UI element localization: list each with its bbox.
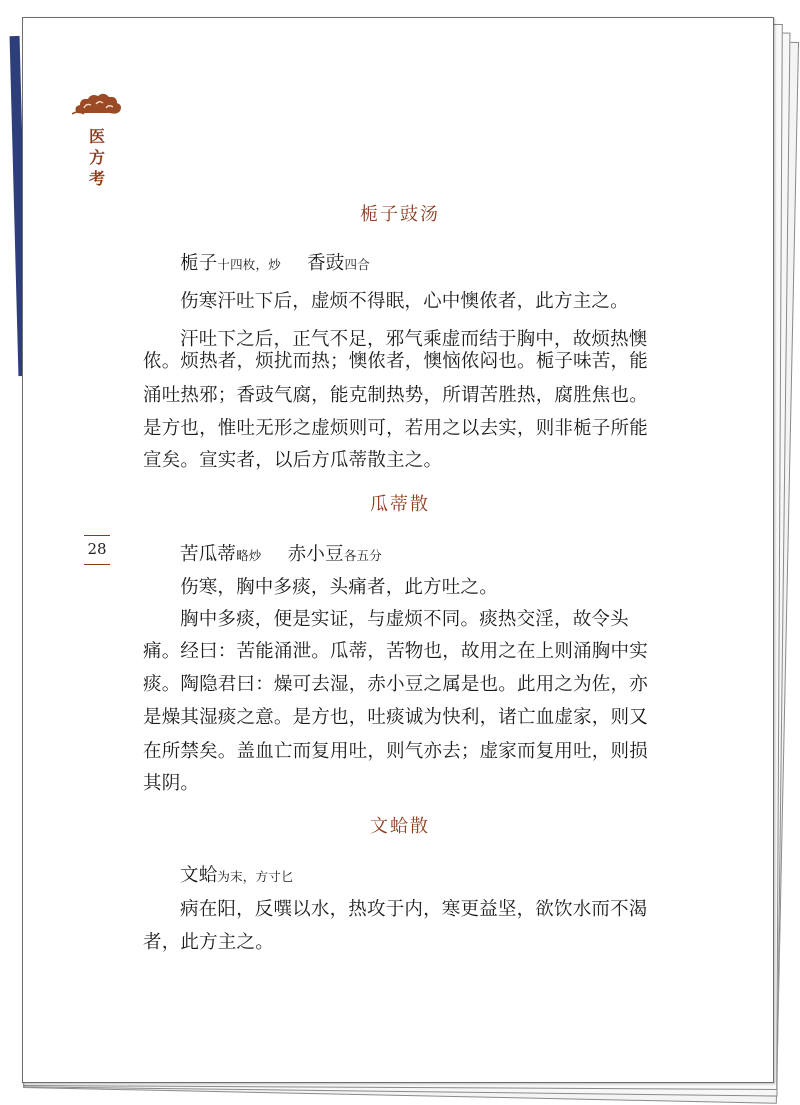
text-line: 痛。经曰：苦能涌泄。瓜蒂，苦物也，故用之在上则涌胸中实 [143, 641, 648, 662]
text-line: 病在阳，反噀以水，热攻于内，寒更益坚，欲饮水而不渴 [180, 899, 648, 920]
ingredient-name: 香豉 [307, 253, 345, 274]
section-title: 文蛤散 [370, 816, 430, 837]
section-title: 栀子豉汤 [360, 204, 440, 225]
cloud-ornament-icon [72, 90, 124, 118]
text-line: 伤寒，胸中多痰，头痛者，此方吐之。 [180, 577, 498, 598]
text-line: 汗吐下之后，正气不足，邪气乘虚而结于胸中，故烦热懊 [180, 329, 648, 350]
ingredient-note: 略炒 [236, 548, 262, 563]
text-line: 是燥其湿痰之意。是方也，吐痰诚为快利，诸亡血虚家，则又 [143, 707, 648, 728]
ingredient-name: 文蛤 [180, 865, 218, 886]
text-line: 伤寒汗吐下后，虚烦不得眠，心中懊侬者，此方主之。 [180, 291, 629, 312]
ingredient-name: 栀子 [180, 253, 218, 274]
text-line: 其阴。 [143, 773, 200, 794]
text-line: 在所禁矣。盖血亡而复用吐，则气亦去；虚家而复用吐，则损 [143, 741, 648, 762]
text-line: 涌吐热邪；香豉气腐，能克制热势，所谓苦胜热，腐胜焦也。 [143, 385, 648, 406]
ingredient-name: 苦瓜蒂 [180, 544, 237, 565]
ingredient-note: 各五分 [343, 548, 382, 563]
text-line: 宣矣。宣实者，以后方瓜蒂散主之。 [143, 450, 443, 471]
ingredient-note: 为末，方寸匕 [217, 869, 294, 884]
ingredient-line [180, 249, 700, 275]
ingredient-line [180, 861, 700, 887]
page-number: 28 [87, 540, 107, 558]
text-line: 者，此方主之。 [143, 932, 274, 953]
text-line: 痰。陶隐君曰：燥可去湿，赤小豆之属是也。此用之为佐，亦 [143, 674, 648, 695]
ingredient-line [180, 540, 700, 566]
ingredient-note: 四合 [344, 257, 370, 272]
book-title: 医方考 [88, 127, 105, 188]
section-title: 瓜蒂散 [370, 494, 430, 515]
ingredient-name: 赤小豆 [287, 544, 344, 565]
text-line: 胸中多痰，便是实证，与虚烦不同。痰热交淫，故令头 [180, 609, 629, 630]
text-line: 侬。烦热者，烦扰而热；懊侬者，懊恼侬闷也。栀子味苦，能 [143, 351, 648, 372]
ingredient-note: 十四枚，炒 [217, 257, 281, 272]
text-line: 是方也，惟吐无形之虚烦则可，若用之以去实，则非栀子所能 [143, 418, 648, 439]
